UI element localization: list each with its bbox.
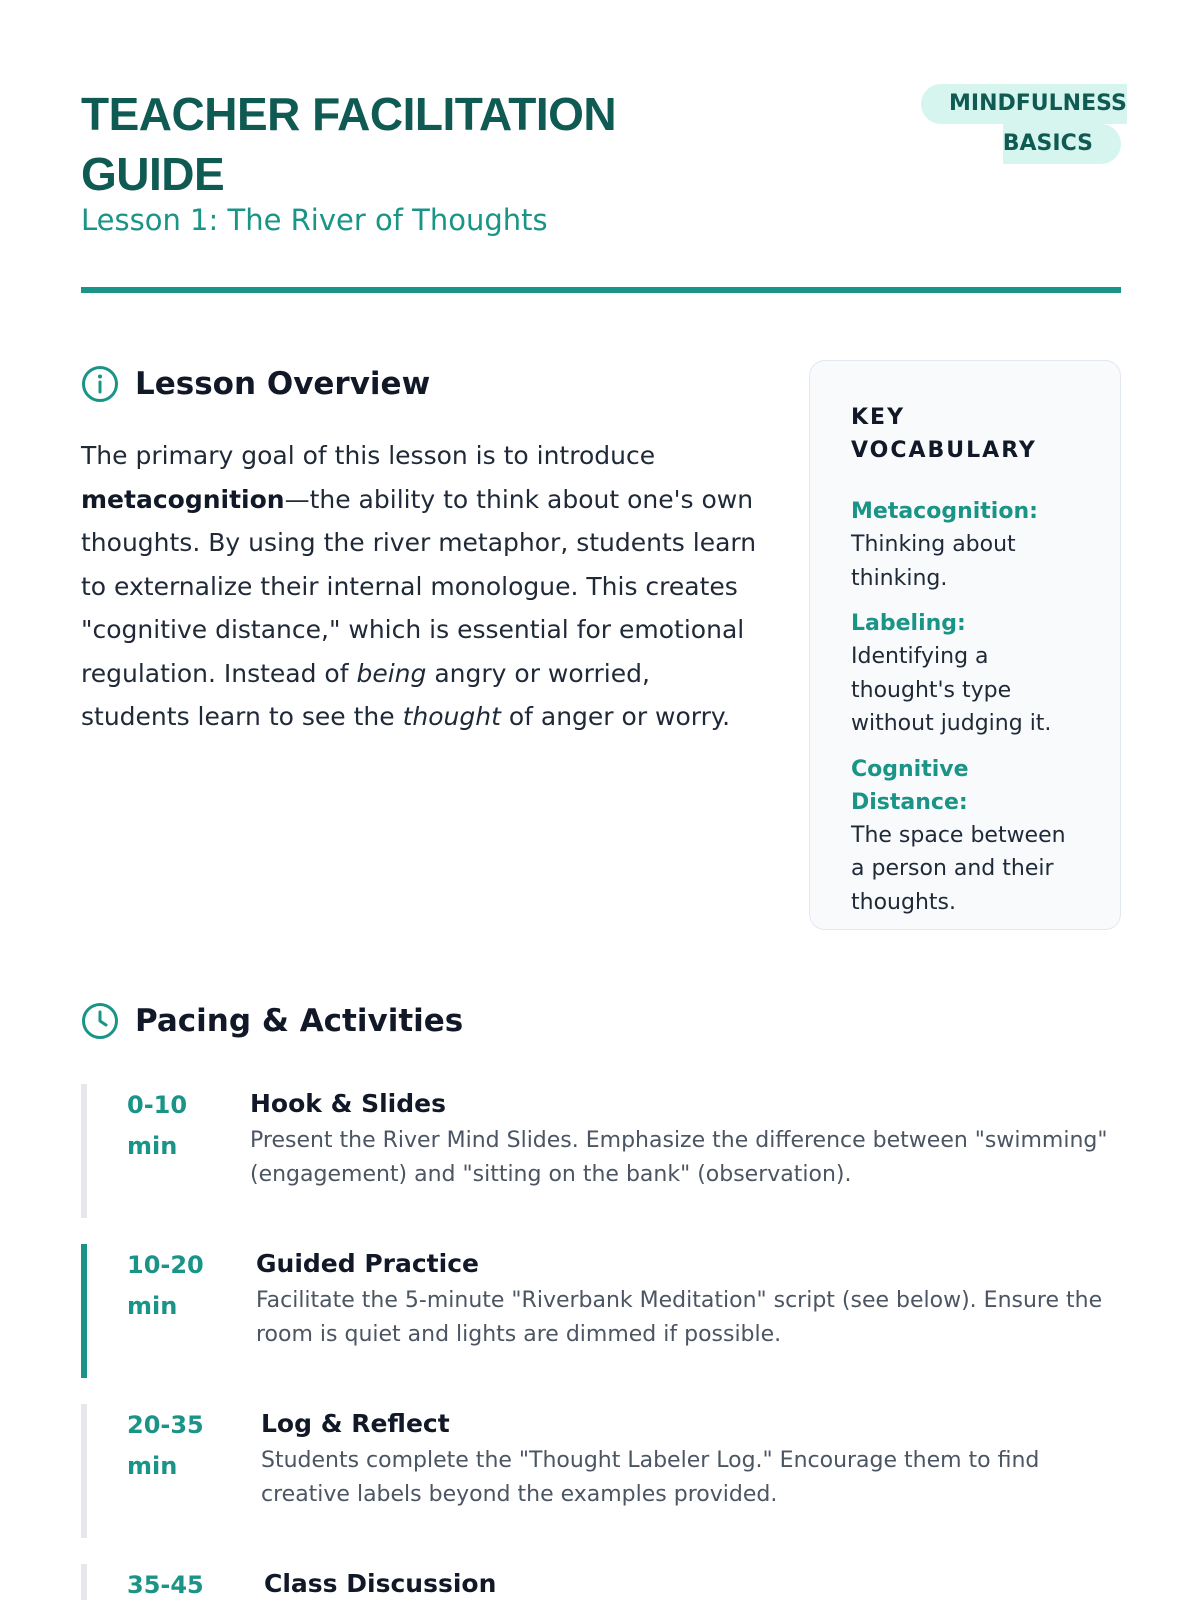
pacing-time-range: 35-45 — [127, 1571, 204, 1599]
pacing-time — [127, 1245, 217, 1327]
pacing-item — [81, 1564, 1121, 1600]
pacing-time — [127, 1565, 217, 1600]
vocab-term — [851, 607, 1080, 741]
pacing-time-range: 0-10 — [127, 1091, 188, 1119]
pacing-time-range: 10-20 — [127, 1251, 204, 1279]
vocab-title: KEY VOCABULARY — [851, 405, 1037, 463]
topic-badge — [921, 84, 1127, 164]
overview-text-intro: The primary goal of this lesson is to introduce — [81, 441, 656, 470]
overview-heading — [81, 365, 430, 403]
pacing-time-unit: min — [127, 1292, 178, 1320]
pacing-heading — [81, 1002, 463, 1040]
vocab-term-name: Metacognition: — [851, 499, 1038, 524]
vocab-term — [851, 753, 1080, 920]
overview-text-end: of anger or worry. — [500, 702, 731, 731]
pacing-title: Log & Reflect — [261, 1409, 450, 1438]
pacing-description: Facilitate the 5-minute "Riverbank Meditation" script (see below). Ensure the room is quiet and lights are dimmed if possible. — [256, 1288, 1103, 1347]
pacing-item — [81, 1404, 1121, 1538]
pacing-title: Class Discussion — [264, 1569, 497, 1598]
vocab-term-definition: The space between a person and their thoughts. — [851, 822, 1066, 915]
overview-heading-text: Lesson Overview — [135, 366, 431, 402]
vocab-term — [851, 495, 1080, 595]
pacing-title: Hook & Slides — [250, 1089, 446, 1118]
pacing-time — [127, 1085, 217, 1167]
page-title: TEACHER FACILITATION GUIDE — [81, 88, 617, 200]
header-divider — [81, 287, 1121, 293]
pacing-body — [264, 1564, 1084, 1600]
vocab-term-name: Labeling: — [851, 611, 966, 636]
overview-text-bold: metacognition — [81, 484, 285, 514]
overview-paragraph — [81, 434, 761, 739]
pacing-time-range: 20-35 — [127, 1411, 204, 1439]
vocab-term-definition: Thinking about thinking. — [851, 532, 1016, 591]
overview-text-em2: thought — [402, 702, 501, 731]
vocab-term-name: Cognitive Distance: — [851, 756, 969, 815]
pacing-time-unit: min — [127, 1132, 178, 1160]
pacing-body — [256, 1244, 1106, 1352]
pacing-heading-text: Pacing & Activities — [135, 1003, 464, 1039]
badge-line-1: MINDFULNESS — [921, 84, 1127, 124]
pacing-time-unit: min — [127, 1452, 178, 1480]
info-icon — [81, 365, 119, 403]
overview-text-em1: being — [356, 658, 427, 688]
pacing-body — [261, 1404, 1081, 1512]
pacing-item — [81, 1084, 1121, 1218]
pacing-description: Students complete the "Thought Labeler Log." Encourage them to find creative labels beyond the examples provided. — [261, 1448, 1040, 1507]
pacing-body — [250, 1084, 1110, 1192]
badge-line-2: BASICS — [1003, 124, 1121, 164]
pacing-item — [81, 1244, 1121, 1378]
pacing-description: Present the River Mind Slides. Emphasize the difference between "swimming" (engagement) and "sitting on the bank" (observation). — [250, 1128, 1108, 1187]
lesson-subtitle: Lesson 1: The River of Thoughts — [81, 203, 548, 237]
overview-text-mid: —the ability to think about one's own thoughts. By using the river metaphor, students learn to externalize their internal monologue. This creates "cognitive distance," which is essential for emotional regulation. Instead of — [81, 484, 757, 688]
overview-text-mid2: angry or worried, students learn to see the — [81, 658, 650, 731]
vocab-term-definition: Identifying a thought's type without judging it. — [851, 644, 1052, 736]
pacing-time — [127, 1405, 217, 1487]
key-vocabulary-card — [809, 360, 1121, 930]
pacing-title: Guided Practice — [256, 1249, 479, 1278]
clock-icon — [81, 1002, 119, 1040]
